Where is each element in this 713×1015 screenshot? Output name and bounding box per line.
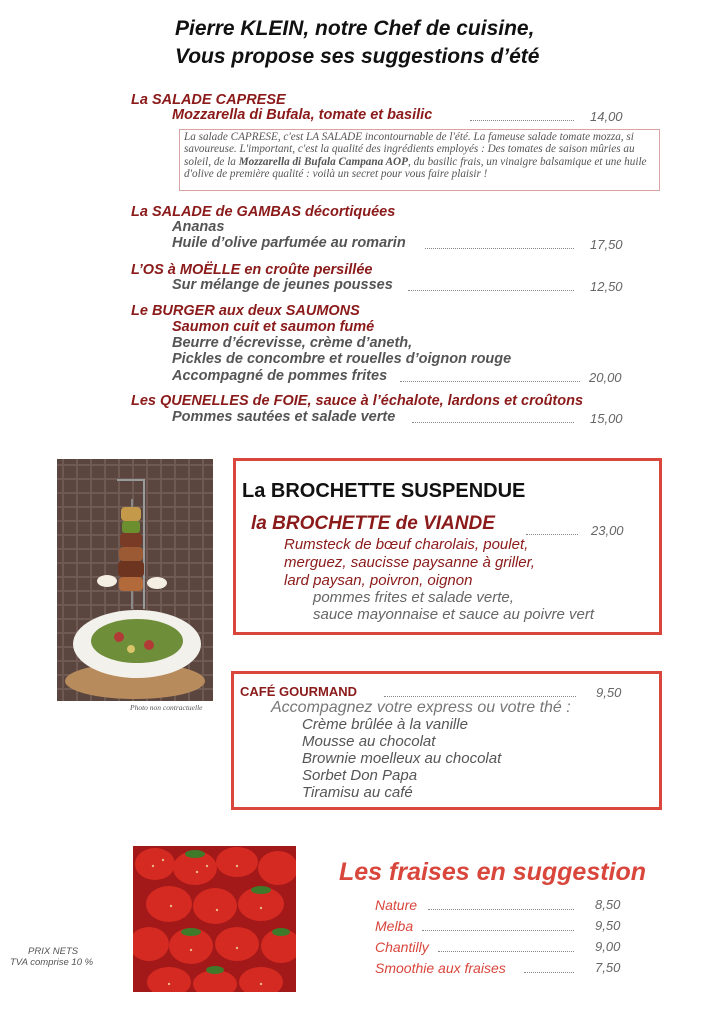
- caprese-desc-text1: La salade CAPRESE, c'est LA SALADE incontournable de l'été. La fameuse salade tomate mozza, si savoureuse. L'important, c'est la qualité des ingrédients employés : Des tomates de saison mûries au soleil, de la: [184, 131, 635, 168]
- brochette-line1: Rumsteck de bœuf charolais, poulet,: [284, 536, 529, 553]
- brochette-subtitle: la BROCHETTE de VIANDE: [251, 513, 495, 534]
- burger-subtitle: Saumon cuit et saumon fumé: [172, 319, 375, 335]
- page-title-line2: Vous propose ses suggestions d’été: [175, 45, 540, 68]
- fraises-title: Les fraises en suggestion: [339, 858, 647, 886]
- cafe-item-1: Crème brûlée à la vanille: [302, 716, 468, 733]
- quenelles-line1: Pommes sautées et salade verte: [172, 409, 396, 425]
- cafe-leader: [384, 696, 576, 697]
- gambas-line1: Ananas: [172, 219, 225, 235]
- caprese-desc-bold: Mozzarella di Bufala Campana AOP: [238, 155, 408, 168]
- page-title-line1: Pierre KLEIN, notre Chef de cuisine,: [175, 17, 535, 40]
- fraises-item-1: Nature: [375, 897, 418, 913]
- brochette-line5: sauce mayonnaise et sauce au poivre vert: [313, 606, 594, 623]
- quenelles-leader: [412, 422, 574, 423]
- cafe-title: CAFÉ GOURMAND: [240, 684, 357, 699]
- burger-price: 20,00: [589, 370, 622, 385]
- brochette-photo-art: [57, 459, 213, 701]
- fraises-item-2: Melba: [375, 918, 414, 934]
- os-leader: [408, 290, 574, 291]
- gambas-title: La SALADE de GAMBAS décortiquées: [131, 204, 396, 220]
- os-price: 12,50: [590, 279, 623, 294]
- strawberries-photo: [133, 846, 296, 992]
- caprese-description: [179, 129, 660, 191]
- burger-title: Le BURGER aux deux SAUMONS: [131, 303, 360, 319]
- caprese-leader: [470, 120, 574, 121]
- fraises-leader-3: [438, 951, 574, 952]
- strawberries-art: [133, 846, 296, 992]
- footer-tva: TVA comprise 10 %: [10, 957, 94, 968]
- cafe-item-4: Sorbet Don Papa: [302, 767, 418, 784]
- cafe-item-5: Tiramisu au café: [302, 784, 413, 801]
- fraises-price-1: 8,50: [595, 897, 621, 912]
- cafe-price: 9,50: [596, 685, 622, 700]
- burger-leader: [400, 381, 580, 382]
- caprese-title: La SALADE CAPRESE: [131, 92, 286, 108]
- brochette-box: [233, 458, 662, 635]
- brochette-photo: [57, 459, 213, 701]
- gambas-price: 17,50: [590, 237, 623, 252]
- os-line1: Sur mélange de jeunes pousses: [172, 277, 393, 293]
- fraises-price-2: 9,50: [595, 918, 621, 933]
- fraises-leader-2: [422, 930, 574, 931]
- brochette-line2: merguez, saucisse paysanne à griller,: [284, 554, 535, 571]
- burger-line1: Beurre d’écrevisse, crème d’aneth,: [172, 335, 413, 351]
- brochette-line4: pommes frites et salade verte,: [313, 589, 514, 606]
- quenelles-price: 15,00: [590, 411, 623, 426]
- burger-line3: Accompagné de pommes frites: [172, 368, 388, 384]
- os-title: L’OS à MOËLLE en croûte persillée: [131, 262, 373, 278]
- caprese-subtitle: Mozzarella di Bufala, tomate et basilic: [172, 107, 433, 123]
- cafe-item-3: Brownie moelleux au chocolat: [302, 750, 502, 767]
- gambas-leader: [425, 248, 574, 249]
- brochette-price: 23,00: [591, 523, 624, 538]
- fraises-price-4: 7,50: [595, 960, 621, 975]
- cafe-box: [231, 671, 662, 810]
- brochette-leader: [526, 534, 578, 535]
- footer-prix-nets: PRIX NETS: [28, 946, 79, 957]
- fraises-item-4: Smoothie aux fraises: [375, 960, 506, 976]
- quenelles-title: Les QUENELLES de FOIE, sauce à l’échalote, lardons et croûtons: [131, 393, 584, 409]
- caprese-price: 14,00: [590, 109, 623, 124]
- caprese-desc-text2: , du basilic frais, un vinaigre balsamique et une huile d'olive de première qualité : voilà un secret pour vous faire plaisir !: [184, 155, 647, 181]
- cafe-item-2: Mousse au chocolat: [302, 733, 436, 750]
- cafe-intro: Accompagnez votre express ou votre thé :: [271, 699, 571, 716]
- photo-caption: Photo non contractuelle: [130, 703, 203, 712]
- brochette-title: La BROCHETTE SUSPENDUE: [242, 480, 526, 502]
- fraises-leader-4: [524, 972, 574, 973]
- fraises-leader-1: [428, 909, 574, 910]
- burger-line2: Pickles de concombre et rouelles d’oignon rouge: [172, 351, 512, 367]
- gambas-line2: Huile d’olive parfumée au romarin: [172, 235, 406, 251]
- fraises-price-3: 9,00: [595, 939, 621, 954]
- brochette-line3: lard paysan, poivron, oignon: [284, 572, 473, 589]
- fraises-item-3: Chantilly: [375, 939, 429, 955]
